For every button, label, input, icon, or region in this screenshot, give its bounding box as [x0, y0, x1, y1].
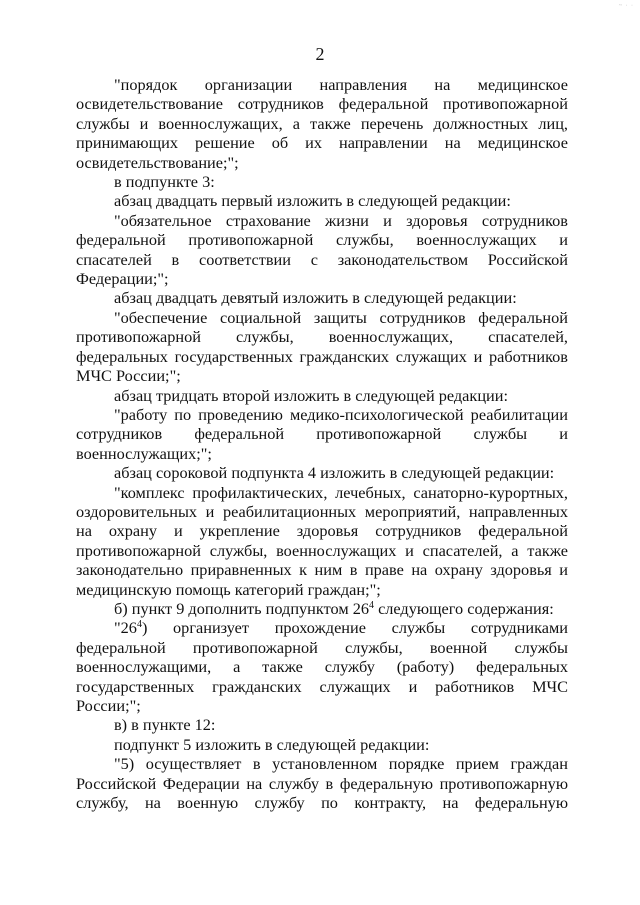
text-line: "работу по проведению медико-психологической реабилитации [114, 404, 568, 424]
superscript: 4 [136, 619, 142, 631]
text-line: военнослужащих;"; [76, 443, 212, 463]
text-line: абзац тридцать второй изложить в следующей редакции: [114, 385, 508, 405]
text-line: Российской Федерации на службу в федеральную противопожарную [76, 773, 568, 793]
document-body [76, 75, 568, 812]
corner-scan-mark: ~ · · [618, 3, 634, 9]
paragraph-subitem-26-4 [76, 618, 568, 715]
paragraph-social-protection [76, 308, 568, 386]
text-line: службы и военнослужащих, а также перечень должностных лиц, [76, 113, 568, 133]
text-line: "комплекс профилактических, лечебных, санаторно-курортных, [114, 482, 568, 502]
text-line: федеральных государственных гражданских служащих и работников [76, 346, 568, 366]
text-line: абзац двадцать девятый изложить в следующей редакции: [114, 288, 517, 308]
text-line: абзац сороковой подпункта 4 изложить в следующей редакции: [114, 463, 555, 483]
paragraph-order-item [76, 75, 568, 172]
paragraph-rehabilitation [76, 405, 568, 463]
paragraph-para-32 [76, 386, 568, 405]
paragraph-admission [76, 754, 568, 812]
text-line [76, 599, 568, 618]
text-line: военнослужащими, а также службу (работу) федеральных [76, 657, 568, 677]
text-line: МЧС России;"; [76, 366, 181, 386]
text-line: в подпункте 3: [114, 172, 215, 192]
text-line: сотрудников федеральной противопожарной службы и [76, 424, 568, 444]
superscript: 4 [368, 599, 374, 611]
paragraph-subitem-3 [76, 172, 568, 191]
text-line: федеральной противопожарной службы, военнослужащих и [76, 230, 568, 250]
paragraph-para-21 [76, 191, 568, 210]
text-line: "5) осуществляет в установленном порядке прием граждан [114, 754, 568, 774]
text-fragment: б) пункт 9 дополнить подпунктом 26 [114, 598, 369, 618]
paragraph-insurance [76, 211, 568, 289]
text-line: оздоровительных и реабилитационных мероприятий, направленных [76, 501, 568, 521]
text-line: "обязательное страхование жизни и здоровья сотрудников [114, 210, 568, 230]
paragraph-item-v [76, 715, 568, 734]
text-line: на охрану и укрепление здоровья сотрудников федеральной [76, 521, 568, 541]
text-line: противопожарной службы, военнослужащих и спасателей, а также [76, 540, 568, 560]
paragraph-item-b [76, 599, 568, 618]
text-line: России;"; [76, 696, 141, 715]
text-line: законодательно приравненных к ним в праве на охрану здоровья и [76, 560, 568, 580]
paragraph-para-29 [76, 288, 568, 307]
text-line: медицинскую помощь категорий граждан;"; [76, 579, 381, 599]
text-line: государственных гражданских служащих и работников МЧС [76, 676, 568, 696]
paragraph-subitem-5 [76, 735, 568, 754]
text-line: абзац двадцать первый изложить в следующей редакции: [114, 191, 511, 211]
text-line: Федерации;"; [76, 269, 169, 289]
text-fragment: "26 [114, 618, 137, 638]
text-line: противопожарной службы, военнослужащих, спасателей, [76, 327, 568, 347]
text-line: "порядок организации направления на медицинское [114, 75, 568, 94]
text-line: федеральной противопожарной службы, военной службы [76, 637, 568, 657]
text-line: в) в пункте 12: [114, 715, 216, 735]
text-line: принимающих решение об их направлении на медицинское [76, 133, 568, 153]
text-fragment: следующего содержания: [378, 598, 554, 618]
text-line: освидетельствование сотрудников федеральной противопожарной [76, 94, 568, 114]
text-line: спасателей в соответствии с законодательством Российской [76, 249, 568, 269]
text-line [76, 618, 568, 637]
text-line: освидетельствование;"; [76, 152, 239, 172]
page-number: 2 [315, 44, 325, 64]
text-line: подпункт 5 изложить в следующей редакции: [114, 734, 430, 754]
text-line: "обеспечение социальной защиты сотрудников федеральной [114, 307, 568, 327]
text-line: службу, на военную службу по контракту, на федеральную [76, 793, 568, 813]
text-fragment: ) организует прохождение службы сотрудниками [141, 618, 568, 638]
paragraph-health-measures [76, 483, 568, 599]
paragraph-para-40 [76, 463, 568, 482]
